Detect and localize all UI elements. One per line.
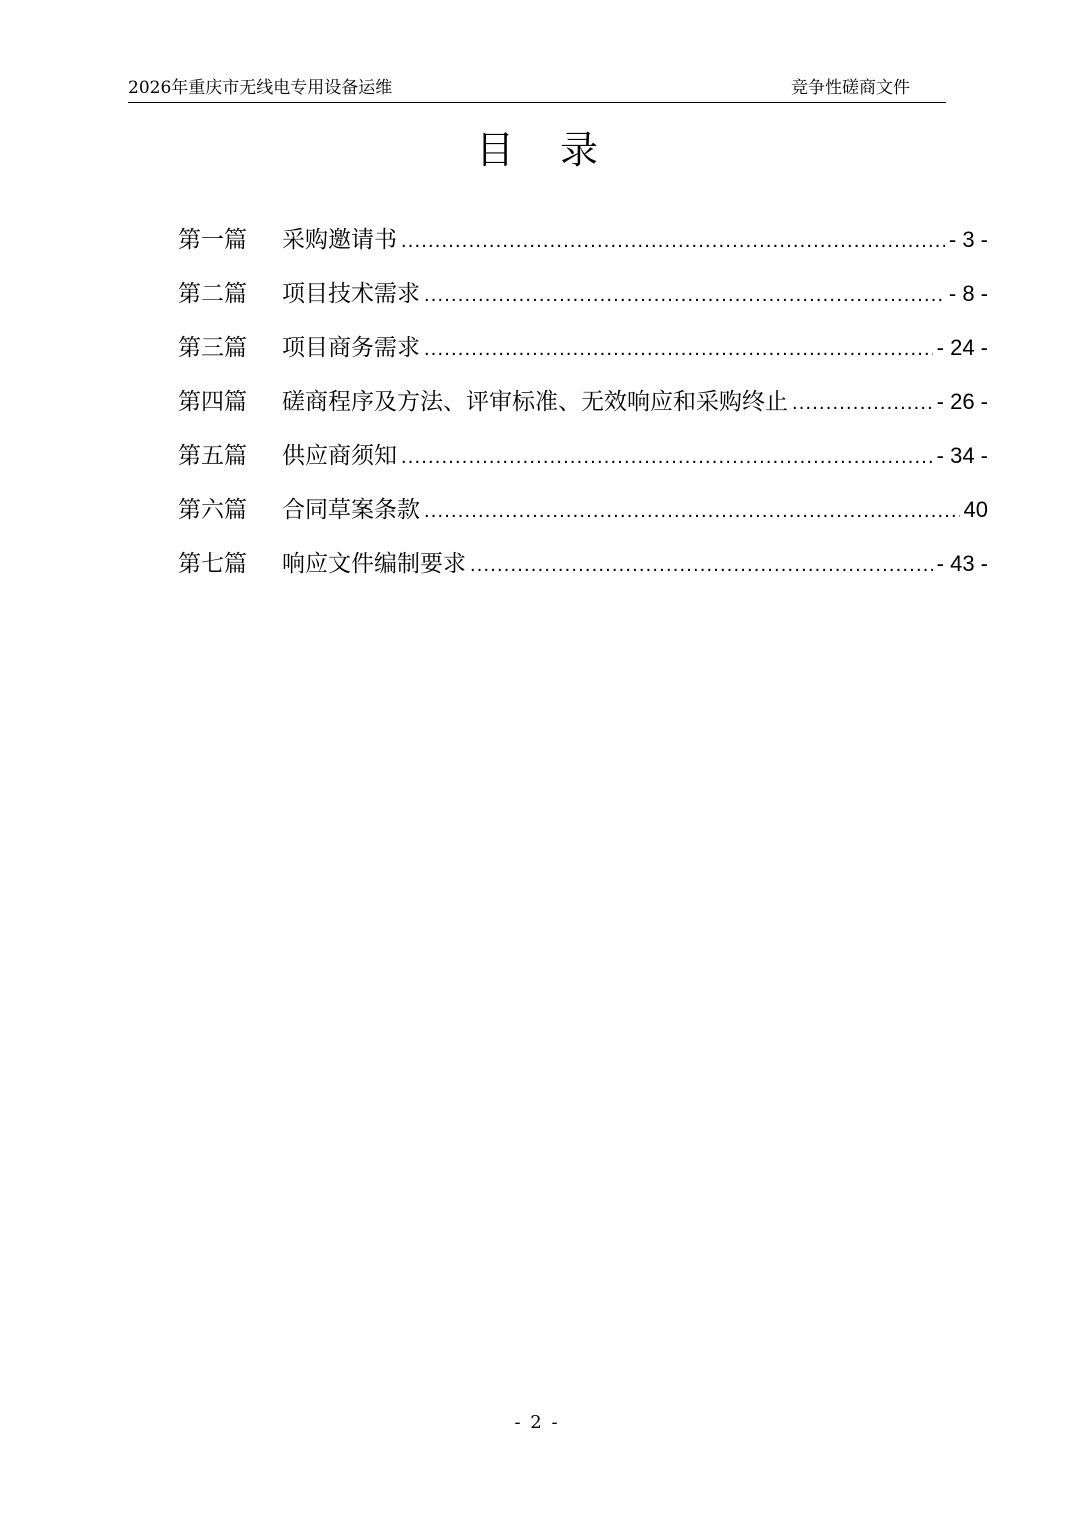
toc-entry-title: 合同草案条款 <box>282 497 420 523</box>
page-number: - 2 - <box>514 1412 560 1433</box>
toc-entry-page: - 8 - <box>948 281 988 306</box>
page-header <box>128 78 946 103</box>
toc-entry-title: 磋商程序及方法、评审标准、无效响应和采购终止 <box>282 389 788 415</box>
header-document-type: 竞争性磋商文件 <box>791 78 910 98</box>
toc-entry-page: - 26 - <box>936 389 988 414</box>
toc-dot-leader <box>424 331 933 367</box>
toc-dot-leader <box>424 493 960 529</box>
toc-entry-number: 第三篇 <box>178 335 247 361</box>
toc-entry-6[interactable] <box>178 492 988 546</box>
toc-dot-leader <box>401 223 945 259</box>
toc-entry-number: 第一篇 <box>178 227 247 253</box>
toc-entry-1[interactable] <box>178 222 988 276</box>
toc-entry-number: 第二篇 <box>178 281 247 307</box>
toc-entry-3[interactable] <box>178 330 988 384</box>
page-title: 目录 <box>475 128 644 172</box>
toc-entry-title: 采购邀请书 <box>282 227 397 253</box>
toc-entry-page: 40 <box>963 497 988 522</box>
toc-entry-title: 响应文件编制要求 <box>282 551 466 577</box>
toc-entry-number: 第六篇 <box>178 497 247 523</box>
toc-entry-title: 供应商须知 <box>282 443 397 469</box>
toc-entry-number: 第四篇 <box>178 389 247 415</box>
toc-entry-4[interactable] <box>178 384 988 438</box>
toc-entry-title: 项目技术需求 <box>282 281 420 307</box>
toc-entry-number: 第五篇 <box>178 443 247 469</box>
toc-entry-title: 项目商务需求 <box>282 335 420 361</box>
toc-dot-leader <box>470 547 933 583</box>
header-project-title: 2026年重庆市无线电专用设备运维 <box>128 78 393 98</box>
toc-entry-7[interactable] <box>178 546 988 600</box>
toc-entry-2[interactable] <box>178 276 988 330</box>
toc-dot-leader <box>424 277 945 313</box>
toc-entry-page: - 3 - <box>948 227 988 252</box>
toc-dot-leader <box>792 385 933 421</box>
table-of-contents <box>178 222 988 600</box>
toc-entry-page: - 24 - <box>936 335 988 360</box>
toc-dot-leader <box>401 439 933 475</box>
toc-entry-number: 第七篇 <box>178 551 247 577</box>
toc-entry-5[interactable] <box>178 438 988 492</box>
toc-entry-page: - 43 - <box>936 551 988 576</box>
toc-entry-page: - 34 - <box>936 443 988 468</box>
